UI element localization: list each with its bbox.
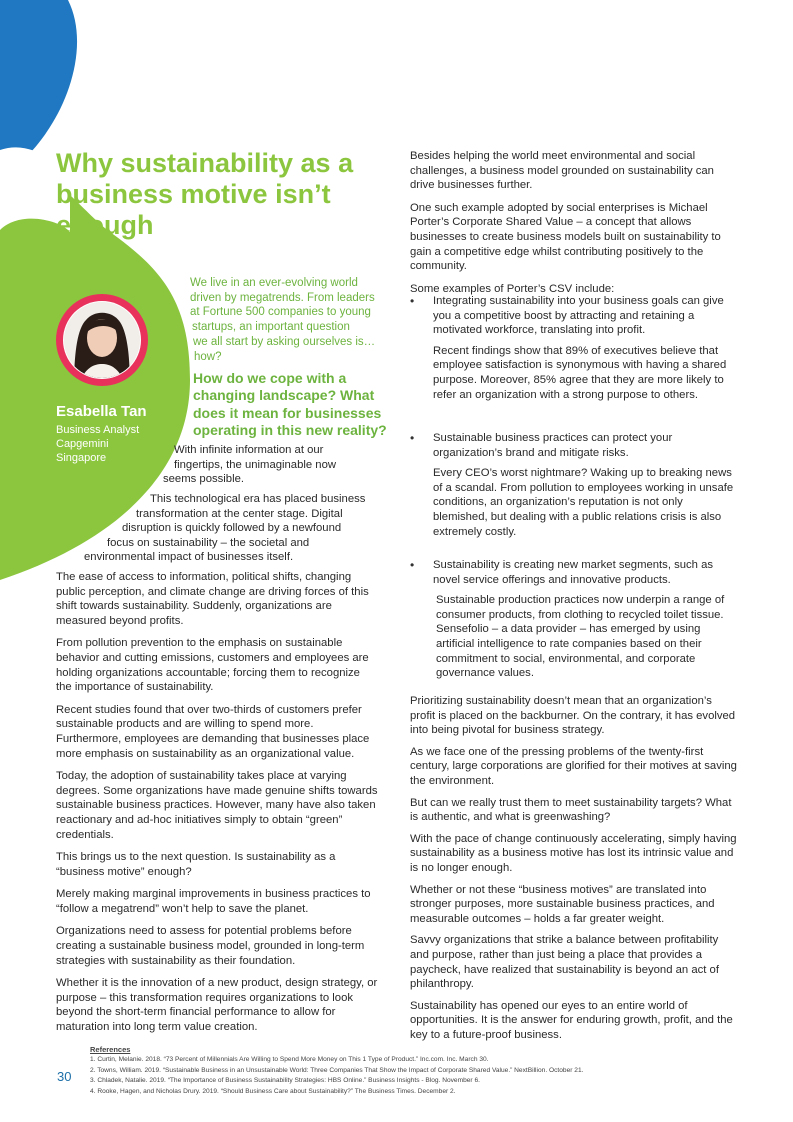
- paragraph: This brings us to the next question. Is sustainability as a “business motive” enough?: [56, 851, 336, 878]
- paragraph: The ease of access to information, political shifts, changing public perception, and climate change are driving forces of this shift towards sustainability. Suddenly, organizations are measured beyond profits.: [56, 571, 369, 627]
- paragraph: Sustainability has opened our eyes to an entire world of opportunities. It is the answer for enduring growth, profit, and the key to a future-proof business.: [410, 999, 733, 1041]
- left-column-body: [56, 570, 378, 1035]
- bullet-marker: •: [410, 294, 415, 308]
- question-line: changing landscape? What: [193, 387, 375, 404]
- intro-text: [190, 276, 390, 364]
- text-line: This technological era has placed business: [150, 493, 366, 505]
- page-number: 30: [57, 1069, 72, 1084]
- pull-question: [193, 370, 388, 440]
- paragraph: But can we really trust them to meet sustainability targets? What is authentic, and what is greenwashing?: [410, 796, 732, 824]
- avatar: [56, 290, 148, 390]
- paragraph: Today, the adoption of sustainability takes place at varying degrees. Some organizations have made genuine shifts towards sustainable business practices. However, many have also taken reactionary and ad-hoc initiatives simply to obtain “green” credentials.: [56, 770, 378, 841]
- bullet-detail: Sustainable production practices now underpin a range of consumer products, from clothing to recycled toilet tissue. Sensefolio – a data provider – has emerged by using artificial intelligence to rate companies based on their commitment to social, environmental, and corporate governance values.: [436, 594, 725, 680]
- paragraph: Prioritizing sustainability doesn’t mean that an organization’s profit is placed on the backburner. On the contrary, it has evolved into being pivotal for business strategy.: [410, 695, 736, 737]
- paragraph: As we face one of the pressing problems of the twenty-first century, large corporations are glorified for their motives at saving the environment.: [410, 745, 737, 787]
- author-name: Esabella Tan: [56, 403, 147, 420]
- intro-line: how?: [194, 350, 222, 363]
- paragraph: From pollution prevention to the emphasis on sustainable behavior and cutting emissions, customers and employees are holding organizations accountable; forcing them to recognize the importance of sustainability.: [56, 637, 369, 694]
- author-location: Singapore: [56, 452, 107, 464]
- reference-item: 4. Rooke, Hagen, and Nicholas Drury. 2019. “Should Business Care about Sustainability?” The Business Times. December 2.: [90, 1087, 456, 1095]
- paragraph: Whether it is the innovation of a new product, design strategy, or purpose – this transformation requires organizations to look beyond the short-term financial performance to allow for maturation into long term value creation.: [56, 977, 378, 1034]
- bullet-detail: Recent findings show that 89% of executives believe that employee satisfaction is synonymous with having a shared purpose. Moreover, 85% agree that they are more likely to refer an organization with a strong purpose to others.: [433, 344, 727, 401]
- question-line: operating in this new reality?: [193, 422, 387, 439]
- text-line: fingertips, the unimaginable now: [174, 458, 337, 471]
- intro-line: startups, an important question: [192, 321, 350, 334]
- author-role: Business Analyst: [56, 424, 140, 436]
- question-line: How do we cope with a: [193, 370, 347, 386]
- paragraph: Savvy organizations that strike a balance between profitability and purpose, rather than just being a place that provides a paycheck, have realized that sustainability is beyond an act of philanthropy.: [410, 934, 719, 991]
- intro-line: at Fortune 500 companies to young: [190, 306, 371, 319]
- title-line: business motive isn’t: [56, 179, 331, 209]
- paragraph: Merely making marginal improvements in business practices to “follow a megatrend” won’t help to save the planet.: [56, 888, 371, 915]
- text-line: environmental impact of businesses itself.: [84, 551, 294, 564]
- bullet-detail: Every CEO’s worst nightmare? Waking up to breaking news of a scandal. From pollution to employees working in unsafe conditions, an organization’s reputation is not only blemished, but dealing with a public relations crisis is also extremely costly.: [433, 467, 734, 538]
- reference-item: 2. Towns, William. 2019. “Sustainable Business in an Unsustainable World: Three Companies That Show the Impact of Corporate Shared Value.” NextBillion. October 21.: [90, 1066, 584, 1074]
- text-line: With infinite information at our: [174, 444, 324, 456]
- bullet-point: Integrating sustainability into your business goals can give you a competitive boost by attracting and retaining a motivated workforce, translating into profit.: [433, 295, 724, 337]
- bullet-marker: •: [410, 558, 415, 572]
- paragraph: Besides helping the world meet environmental and social challenges, a business model grounded on sustainability can drive businesses further.: [410, 150, 714, 192]
- bullet-point: Sustainable business practices can protect your organization’s brand and mitigate risks.: [433, 432, 673, 459]
- reference-item: 1. Curtin, Melanie. 2018. “73 Percent of Millennials Are Willing to Spend More Money on This 1 Type of Product.” Inc.com. Inc. March 30.: [90, 1056, 489, 1064]
- article-title: [56, 148, 356, 241]
- right-column-bottom: [410, 694, 740, 1042]
- intro-line: driven by megatrends. From leaders: [190, 291, 375, 304]
- paragraph: Some examples of Porter’s CSV include:: [410, 282, 615, 295]
- reference-item: 3. Chladek, Natalie. 2019. “The Importance of Business Sustainability Strategies: HBS Online.” Business Insights - Blog. November 6.: [90, 1077, 480, 1085]
- bullet-point: Sustainability is creating new market segments, such as novel service offerings and innovative products.: [433, 559, 714, 586]
- text-line: seems possible.: [163, 473, 244, 486]
- intro-line: We live in an ever-evolving world: [190, 277, 358, 289]
- paragraph: Recent studies found that over two-thirds of customers prefer sustainable products and are willing to spend more. Furthermore, employees are demanding that businesses place more emphasis on sustainability as an organizational value.: [56, 703, 370, 760]
- paragraph: Organizations need to assess for potential problems before creating a sustainable business model, grounded in long-term strategies with sustainability as their foundation.: [56, 925, 365, 967]
- text-line: focus on sustainability – the societal and: [107, 536, 310, 549]
- bullet-item-3: [433, 558, 738, 681]
- bullet-item-1: [433, 294, 738, 402]
- bullet-item-2: [433, 431, 738, 539]
- text-line: disruption is quickly followed by a newfound: [122, 522, 342, 535]
- question-line: does it mean for businesses: [193, 404, 382, 421]
- left-paragraph-1: [163, 443, 374, 487]
- bullet-marker: •: [410, 431, 415, 445]
- left-paragraph-2: [84, 492, 380, 565]
- right-column-top: [410, 149, 740, 296]
- paragraph: One such example adopted by social enterprises is Michael Porter’s Corporate Shared Value – a concept that allows businesses to create business models built on sustainability to gain a competitive edge whilst contributing positively to the community.: [410, 201, 721, 273]
- references: [90, 1045, 710, 1097]
- title-line: enough: [56, 210, 154, 240]
- text-line: transformation at the center stage. Digital: [136, 507, 343, 520]
- title-line: Why sustainability as a: [56, 148, 354, 178]
- author-company: Capgemini: [56, 438, 109, 450]
- references-title: References: [90, 1045, 131, 1054]
- intro-line: we all start by asking ourselves is…: [193, 335, 376, 348]
- paragraph: Whether or not these “business motives” are translated into stronger purposes, more sustainable business practices, and measurable outcomes – holds a far greater weight.: [410, 883, 715, 925]
- paragraph: With the pace of change continuously accelerating, simply having sustainability as a business motive has lost its intrinsic value and is no longer enough.: [410, 832, 737, 874]
